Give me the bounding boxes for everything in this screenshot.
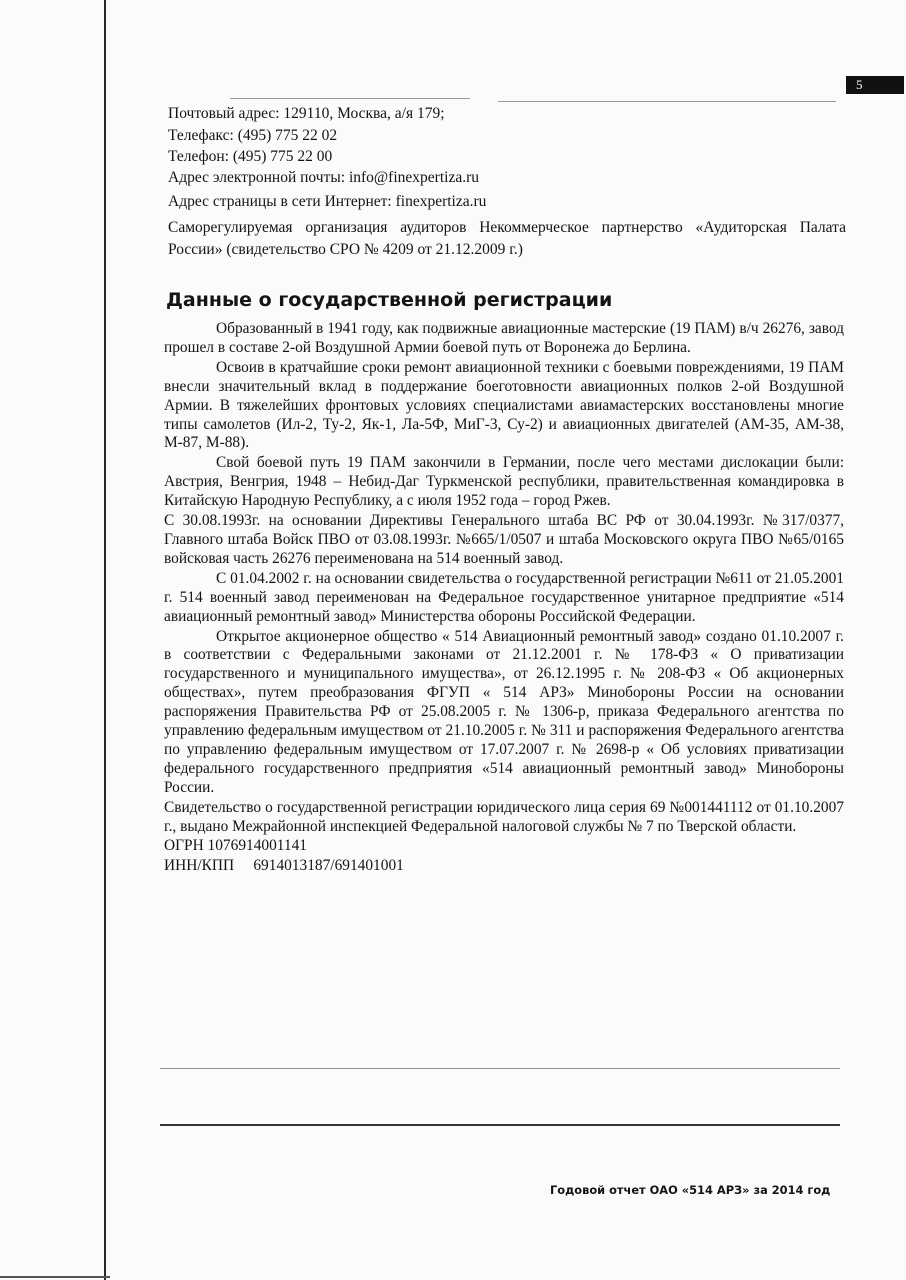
website-address: Адрес страницы в сети Интернет: finexpertiza.ru [168, 193, 487, 210]
page-bottom-edge [0, 1276, 110, 1278]
email-address: Адрес электронной почты: info@finexpertiza.ru [168, 169, 479, 186]
scan-artifact-line [230, 98, 470, 99]
footer-rule-thick [160, 1124, 840, 1126]
phone-number: Телефон: (495) 775 22 00 [168, 148, 333, 165]
ogrn: ОГРН 1076914001141 [164, 837, 308, 855]
scan-artifact-line [498, 101, 836, 102]
section-title: Данные о государственной регистрации [166, 289, 613, 311]
paragraph-repair: Освоив в кратчайшие сроки ремонт авиационной техники с боевыми повреждениями, 19 ПАМ внесли значительный вклад в поддержание боеготовности авиационных полков 2-ой Воздушной Армии. В тяжелейших фронтовых условиях специалистами авиамастерских восстановлены многие типы самолетов (Ил-2, Ту-2, Як-1, Ла-5Ф, МиГ-3, Су-2) и авиационных двигателей (АМ-35, АМ-38, М-87, М-88). [164, 358, 844, 452]
sro-membership: Саморегулируемая организация аудиторов Некоммерческое партнерство «Аудиторская Палата России» (свидетельство СРО № 4209 от 21.12.2009 г.) [168, 219, 846, 258]
paragraph-certificate: Свидетельство о государственной регистрации юридического лица серия 69 №001441112 от 01.10.2007 г., выдано Межрайонной инспекцией Федеральной налоговой службы № 7 по Тверской области. [164, 798, 844, 835]
paragraph-dislocation: Свой боевой путь 19 ПАМ закончили в Германии, после чего местами дислокации были: Австрия, Венгрия, 1948 – Небид-Даг Туркменской республики, правительственная командировка в Китайскую Народную Республику, а с июля 1952 года – город Ржев. [164, 454, 844, 510]
paragraph-renaming-1993: С 30.08.1993г. на основании Директивы Генерального штаба ВС РФ от 30.04.1993г. №317/0377, Главного штаба Войск ПВО от 03.08.1993г. №665/1/0507 и штаба Московского округа ПВО №65/0165 войсковая часть 26276 переименована на 514 военный завод. [164, 512, 844, 567]
page-number: 5 [846, 76, 904, 94]
paragraph-joint-stock: Открытое акционерное общество « 514 Авиационный ремонтный завод» создано 01.10.2007 г. в соответствии с Федеральными законами от 21.12.2001 г. № 178-ФЗ « О приватизации государственного и муниципального имущества», от 26.12.1995 г. № 208-ФЗ « Об акционерных обществах», путем преобразования ФГУП « 514 АРЗ» Минобороны России на основании распоряжения Правительства РФ от 25.08.2005 г. № 1306-р, приказа Федерального агентства по управлению федеральным имуществом от 21.10.2005 г. № 311 и распоряжения Федерального агентства по управлению федеральным имуществом от 17.07.2007 г. № 2698-р « Об условиях приватизации федерального государственного предприятия «514 авиационный ремонтный завод» Минобороны России. [164, 627, 844, 796]
footer-rule-thin [160, 1068, 840, 1069]
inn-kpp: ИНН/КПП 6914013187/691401001 [164, 857, 404, 875]
fax-number: Телефакс: (495) 775 22 02 [168, 127, 338, 144]
registration-text [164, 320, 844, 877]
binding-line [104, 0, 106, 1280]
paragraph-history: Образованный в 1941 году, как подвижные авиационные мастерские (19 ПАМ) в/ч 26276, завод прошел в составе 2-ой Воздушной Армии боевой путь от Воронежа до Берлина. [164, 320, 844, 356]
paragraph-renaming-2002: С 01.04.2002 г. на основании свидетельства о государственной регистрации №611 от 21.05.2001 г. 514 военный завод переименован на Федеральное государственное унитарное предприятие «514 авиационный ремонтный завод» Министерства обороны Российской Федерации. [164, 569, 844, 625]
footer-report-title: Годовой отчет ОАО «514 АРЗ» за 2014 год [550, 1183, 831, 1197]
postal-address: Почтовый адрес: 129110, Москва, а/я 179; [168, 105, 445, 122]
